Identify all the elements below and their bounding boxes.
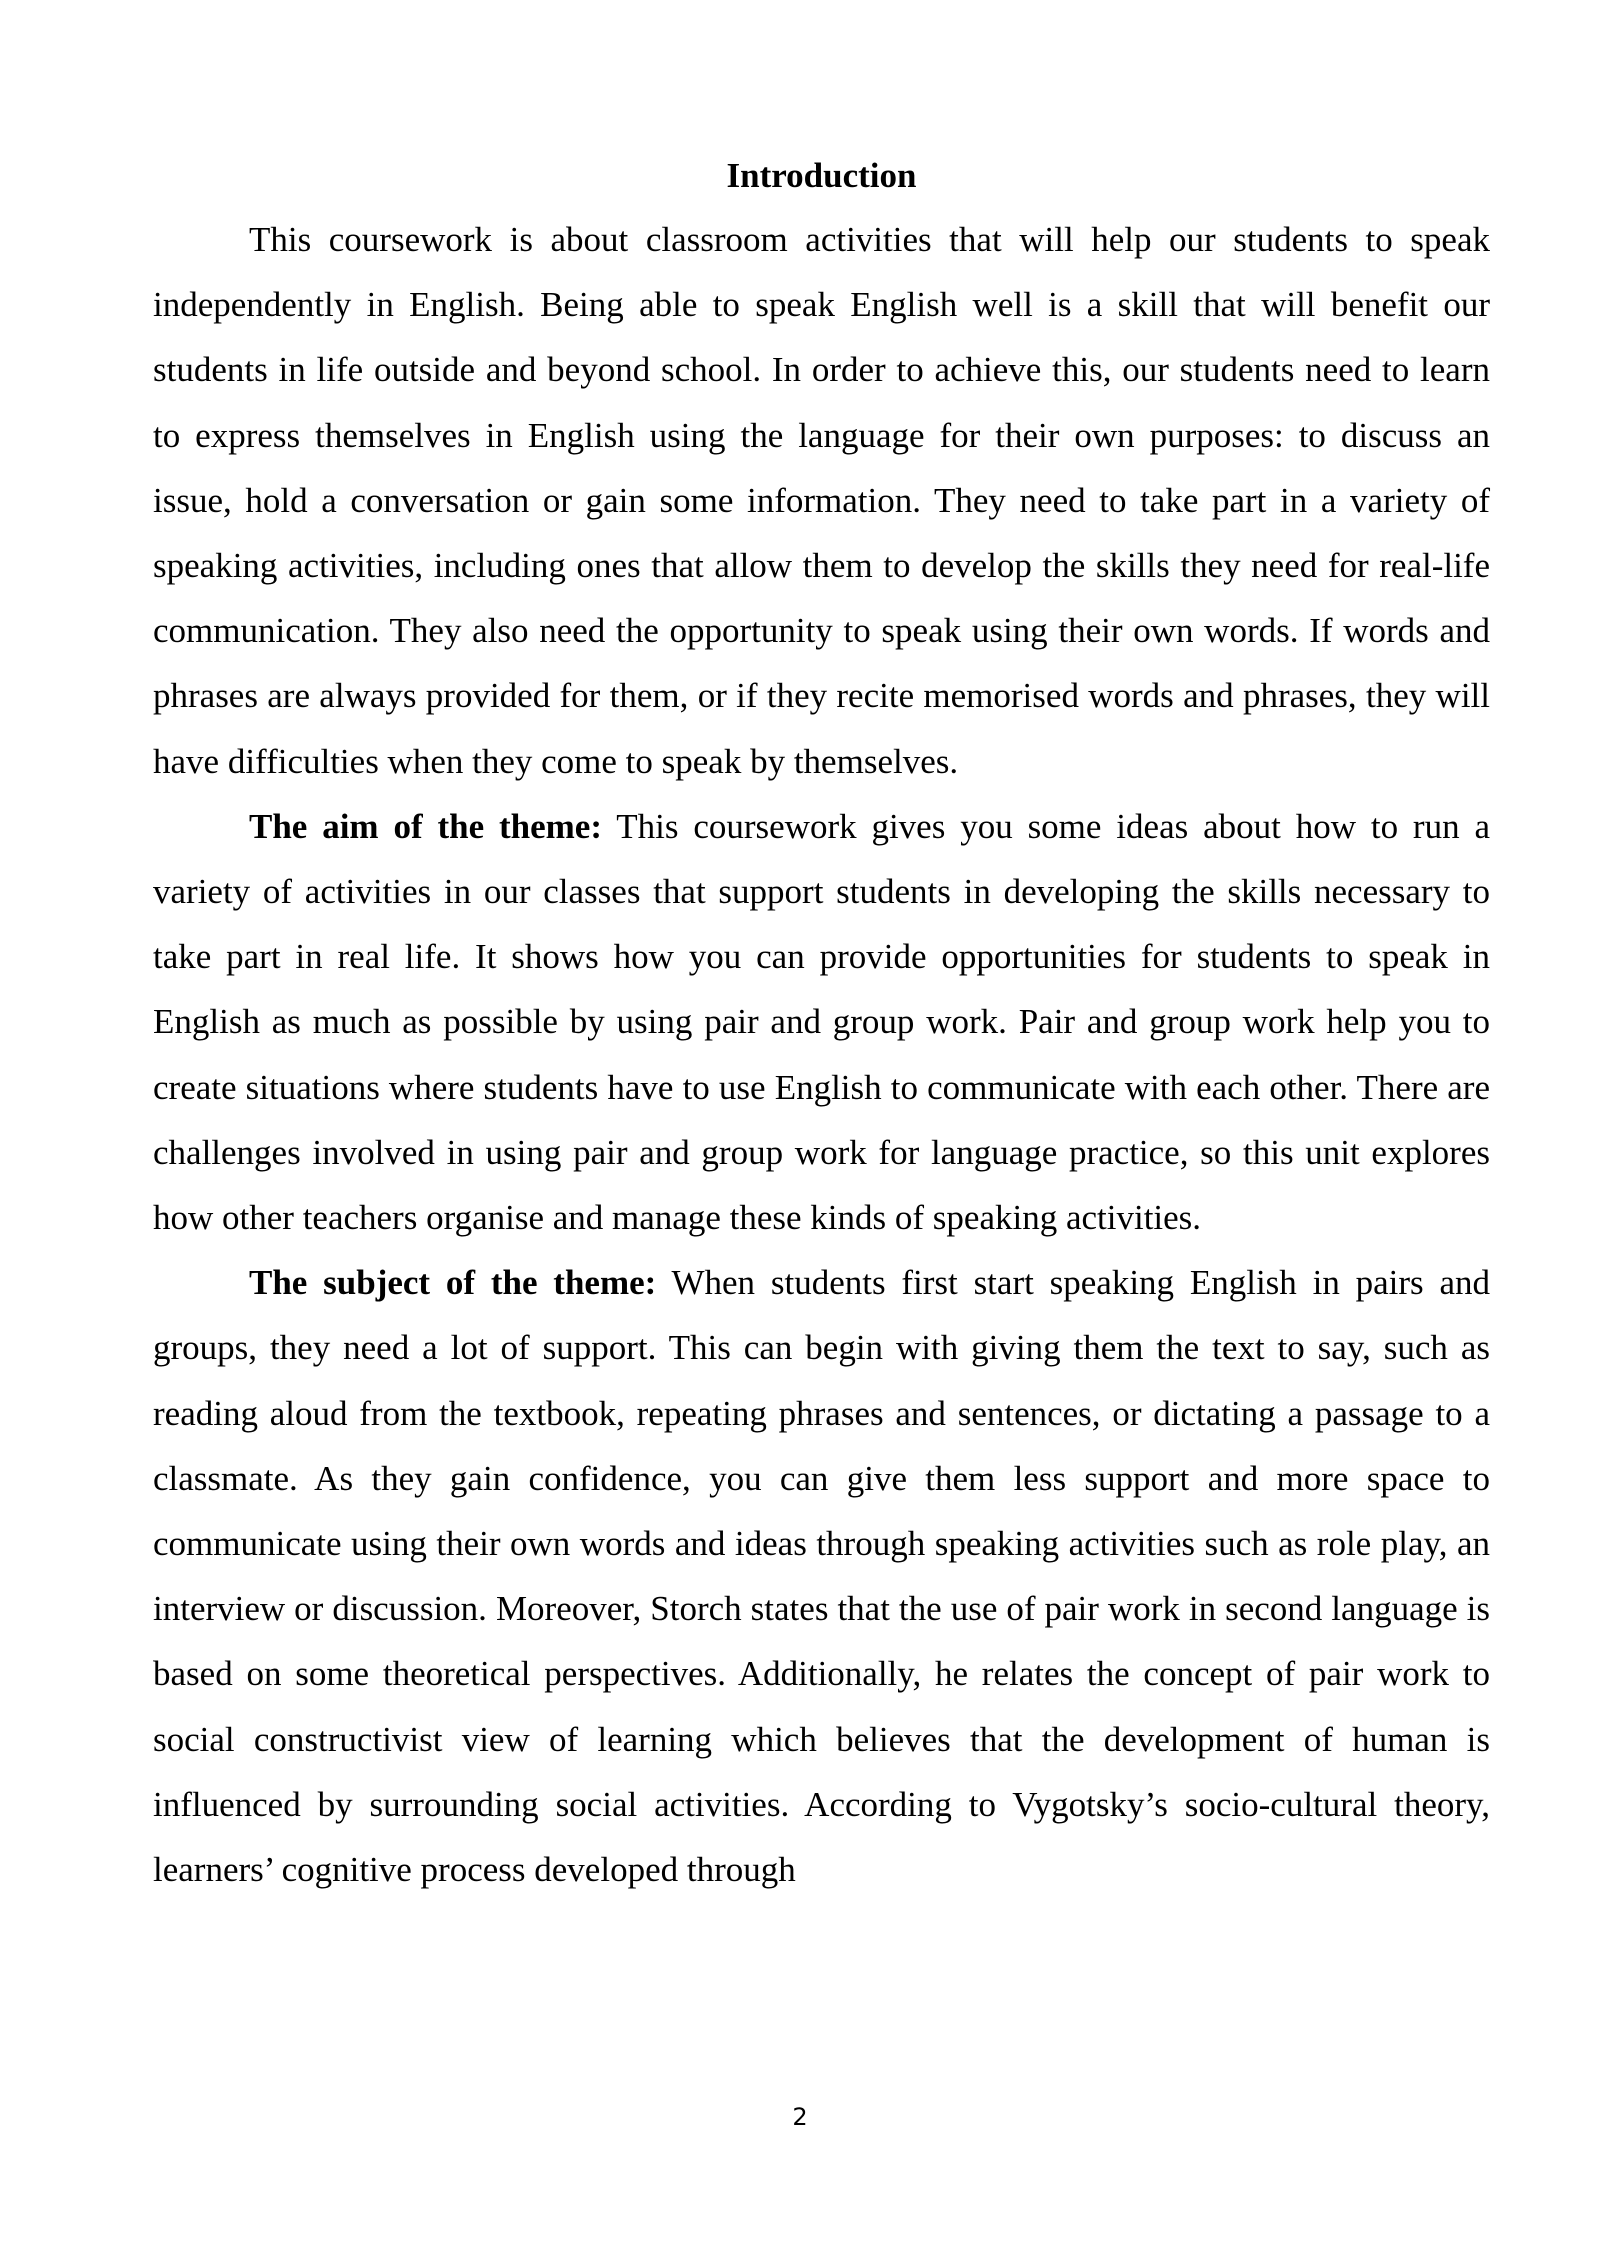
paragraph-text: This coursework gives you some ideas about how to run a variety of activities in our classes that support students in developing the skills necessary to take part in real life. It shows how you can provide opportunities for students to speak in English as much as possible by using pair and group work. Pair and group work help you to create situations where students have to use English to communicate with each other. There are challenges involved in using pair and group work for language practice, so this unit explores how other teachers organise and manage these kinds of speaking activities. <box>153 806 1490 1238</box>
section-heading: Introduction <box>726 156 917 195</box>
paragraph-introduction <box>153 207 1490 794</box>
paragraph-lead-subject: The subject of the theme: <box>249 1263 657 1303</box>
paragraph-lead-aim: The aim of the theme: <box>249 806 602 846</box>
paragraph-subject-of-theme <box>153 1250 1490 1902</box>
body-text <box>153 207 1490 1902</box>
paragraph-text: This coursework is about classroom activities that will help our students to speak independently in English. Being able to speak English well is a skill that will benefit our students in life outside and beyond school. In order to achieve this, our students need to learn to express themselves in English using the language for their own purposes: to discuss an issue, hold a conversation or gain some information. They need to take part in a variety of speaking activities, including ones that allow them to develop the skills they need for real-life communication. They also need the opportunity to speak using their own words. If words and phrases are always provided for them, or if they recite memorised words and phrases, they will have difficulties when they come to speak by themselves. <box>153 220 1490 781</box>
paragraph-text: When students first start speaking English in pairs and groups, they need a lot of support. This can begin with giving them the text to say, such as reading aloud from the textbook, repeating phrases and sentences, or dictating a passage to a classmate. As they gain confidence, you can give them less support and more space to communicate using their own words and ideas through speaking activities such as role play, an interview or discussion. Moreover, Storch states that the use of pair work in second language is based on some theoretical perspectives. Additionally, he relates the concept of pair work to social constructivist view of learning which believes that the development of human is influenced by surrounding social activities. According to Vygotsky’s socio-cultural theory, learners’ cognitive process developed through <box>153 1263 1490 1890</box>
page-number: 2 <box>792 2103 808 2131</box>
paragraph-aim-of-theme <box>153 794 1490 1250</box>
